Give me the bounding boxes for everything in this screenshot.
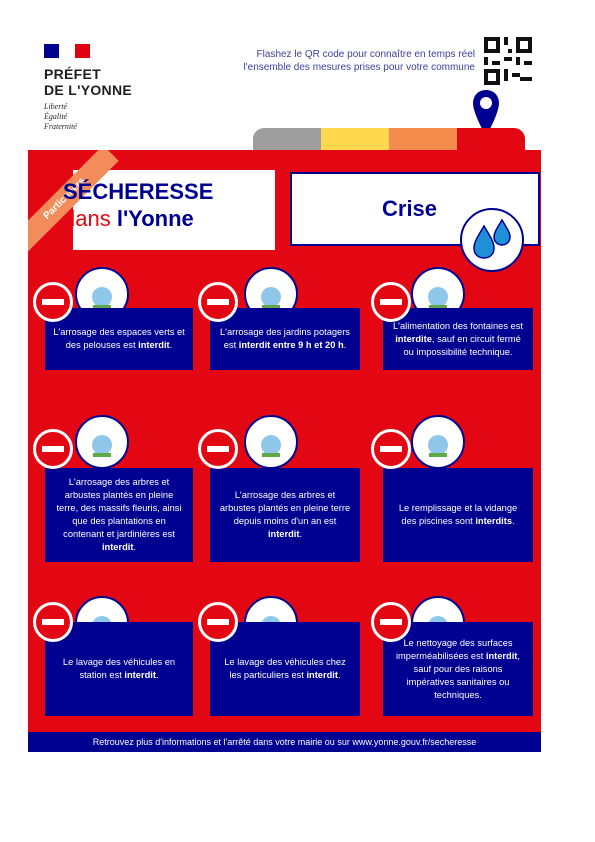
qr-instructions	[180, 48, 475, 74]
measure-text	[218, 326, 352, 352]
measure-text-pre: Le remplissage et la vidange des piscines sont	[398, 503, 518, 526]
measure-text-bold: interdit entre 9 h et 20 h	[238, 340, 344, 350]
tree-planting-icon	[244, 415, 298, 469]
flowers-watering-icon	[75, 415, 129, 469]
measure-text-bold: interdit	[267, 529, 300, 539]
water-drops-icon	[460, 208, 524, 272]
prefecture-name	[44, 66, 132, 98]
measure-text	[53, 656, 185, 682]
measure-text	[218, 489, 352, 541]
no-entry-icon	[371, 282, 411, 322]
measure-text-pre: L'arrosage des arbres et arbustes plantés en pleine terre depuis moins d'un an est	[219, 490, 351, 526]
title-yonne: l'Yonne	[116, 206, 194, 231]
qr-text-line-1: Flashez le QR code pour connaître en temps réel	[256, 49, 475, 60]
alert-level-label: Crise	[382, 196, 438, 221]
no-entry-icon	[198, 602, 238, 642]
measure-text-pre: Le lavage des véhicules en station est	[62, 657, 176, 680]
no-entry-icon	[33, 282, 73, 322]
header	[0, 0, 595, 145]
measure-card	[210, 308, 360, 370]
measure-text	[53, 476, 185, 554]
measure-text-bold: interdits	[475, 516, 512, 526]
title-secheresse: SÉCHERESSE	[63, 179, 214, 204]
measure-text-pre: Le nettoyage des surfaces imperméabilisées est	[395, 637, 513, 661]
measure-text-bold: interdite	[395, 333, 432, 344]
measure-card	[383, 468, 533, 562]
measure-card	[45, 468, 193, 562]
measure-card	[383, 622, 533, 716]
republic-motto	[44, 102, 77, 132]
measure-text-post: , sauf pour des raisons impératives sanitaires ou techniques.	[406, 650, 520, 700]
measure-text-post: .	[343, 340, 347, 350]
footer-info: Retrouvez plus d'informations et l'arrêté dans votre mairie ou sur www.yonne.gouv.fr/secheresse	[28, 732, 541, 752]
measure-card	[45, 308, 193, 370]
measure-text	[391, 320, 525, 359]
measure-text-pre: L'alimentation des fontaines est	[393, 320, 523, 331]
no-entry-icon	[33, 602, 73, 642]
title-dans-yonne	[63, 207, 194, 231]
qr-text-line-2: l'ensemble des mesures prises pour votre commune	[243, 62, 475, 73]
measure-text-pre: Le lavage des véhicules chez les particuliers est	[224, 657, 346, 680]
measure-text-bold: interdit	[101, 542, 134, 552]
audience-ribbon: Particuliers	[28, 150, 119, 253]
measure-text	[391, 637, 525, 702]
no-entry-icon	[198, 429, 238, 469]
stripe-alerte	[321, 128, 389, 150]
measure-text-post: .	[299, 529, 303, 539]
measure-text-pre: L'arrosage des espaces verts et des pelouses est	[53, 327, 185, 350]
measure-card	[210, 622, 360, 716]
measure-text-post: .	[155, 670, 159, 680]
qr-code-icon[interactable]	[484, 37, 532, 85]
stripe-vigilance	[253, 128, 321, 150]
prefecture-line-2: DE L'YONNE	[44, 82, 133, 98]
measure-text-bold: interdit	[138, 340, 170, 350]
alert-level-stripes	[253, 128, 525, 150]
no-entry-icon	[198, 282, 238, 322]
stripe-crise	[457, 128, 525, 150]
swimming-pool-icon	[411, 415, 465, 469]
motto-fraternite: Fraternité	[44, 122, 77, 131]
measure-text-bold: interdit	[485, 650, 518, 661]
measure-text-pre: L'arrosage des jardins potagers est	[220, 327, 350, 350]
marianne-flag-logo	[44, 44, 90, 58]
measure-text-post: .	[169, 340, 173, 350]
motto-egalite: Égalité	[44, 112, 68, 121]
measure-text	[391, 502, 525, 528]
motto-liberte: Liberté	[44, 102, 68, 111]
no-entry-icon	[371, 602, 411, 642]
title-dans: dans	[63, 206, 117, 231]
measure-text-bold: interdit	[124, 670, 156, 680]
measure-text-post: .	[133, 542, 137, 552]
measure-card	[210, 468, 360, 562]
measure-text-bold: interdit	[306, 670, 338, 680]
measure-text-post: , sauf en circuit fermé ou impossibilité technique.	[403, 333, 521, 357]
drought-poster	[28, 150, 541, 752]
measure-text	[218, 656, 352, 682]
measure-text	[53, 326, 185, 352]
no-entry-icon	[33, 429, 73, 469]
measure-text-post: .	[337, 670, 341, 680]
measure-text-post: .	[512, 516, 515, 526]
measure-text-pre: L'arrosage des arbres et arbustes plantés en pleine terre, des massifs fleuris, ainsi que des plantations en contenant et jardinières est	[56, 477, 182, 539]
measure-card	[383, 308, 533, 370]
prefecture-line-1: PRÉFET	[44, 66, 102, 82]
stripe-alerte-renforcee	[389, 128, 457, 150]
no-entry-icon	[371, 429, 411, 469]
